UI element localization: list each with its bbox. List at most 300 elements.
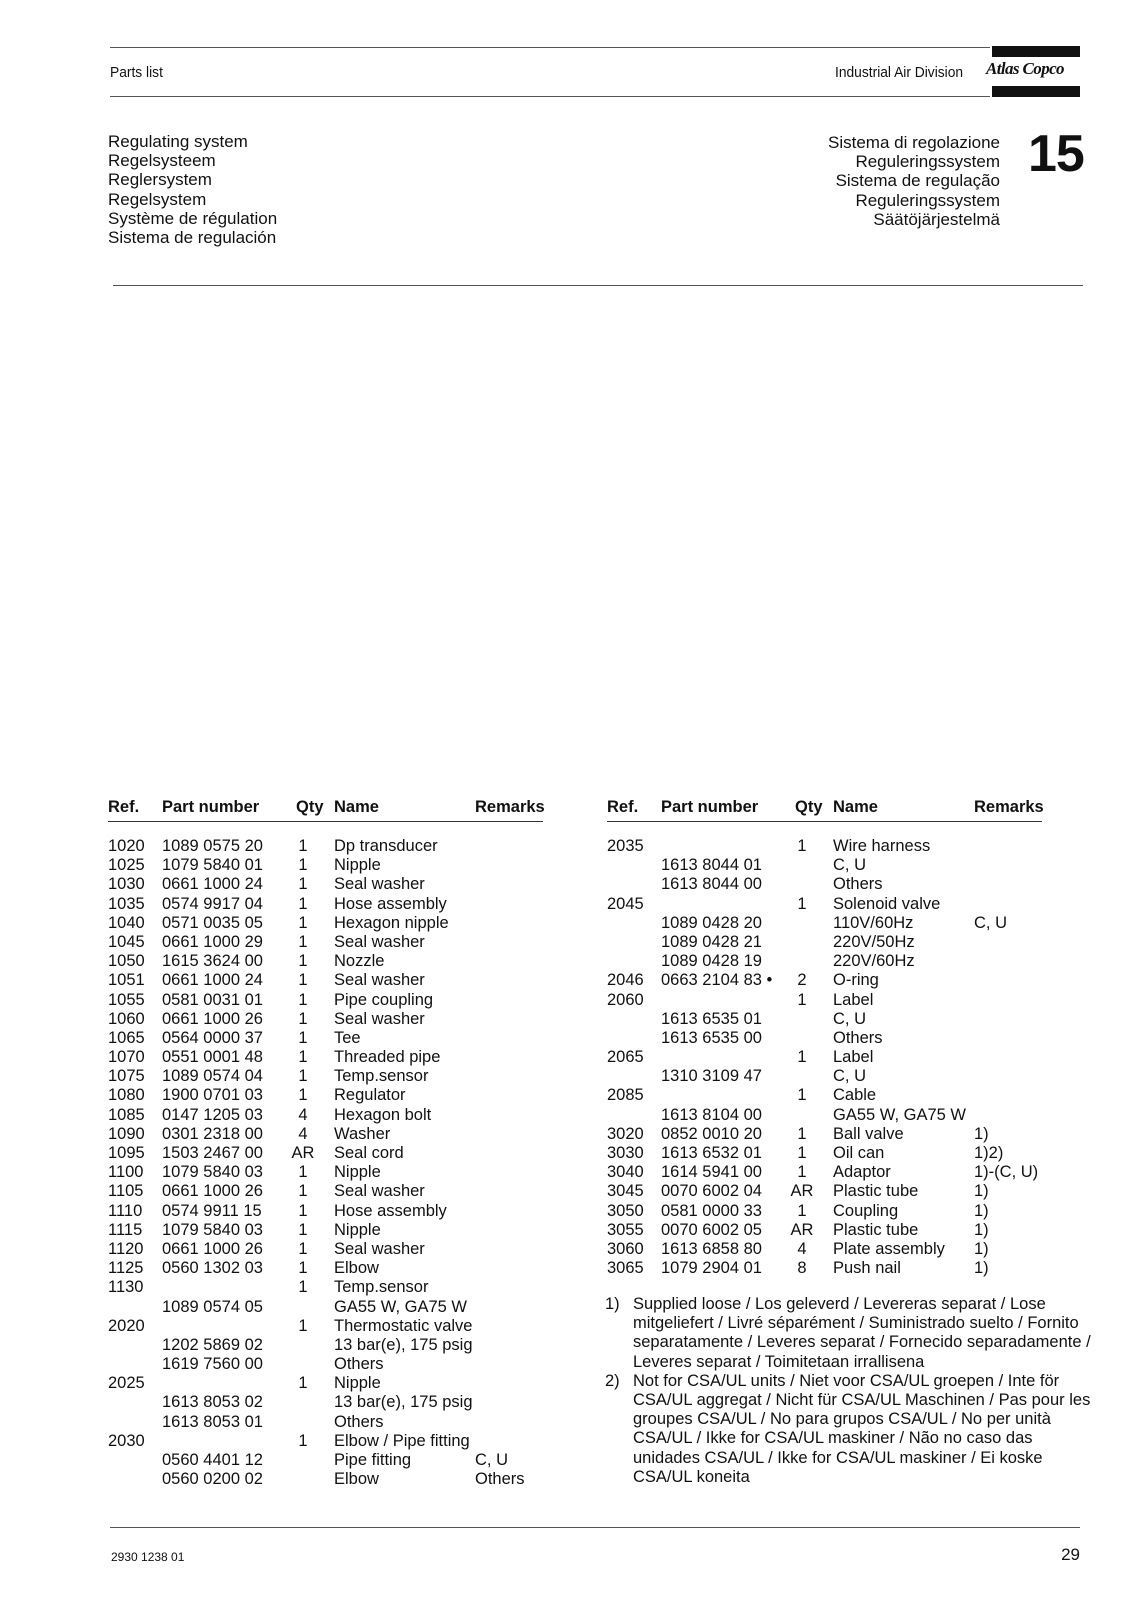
name-cell: Regulator [334, 1086, 406, 1105]
ref-cell: 1060 [108, 1009, 145, 1028]
atlas-copco-logo [986, 46, 1080, 98]
table-row [108, 837, 543, 856]
table-row [108, 875, 543, 894]
table-row [607, 1048, 1042, 1067]
ref-cell: 3065 [607, 1259, 644, 1278]
table-row [108, 952, 543, 971]
name-cell: Wire harness [833, 837, 931, 855]
table-row [108, 1298, 543, 1317]
table-row [108, 1336, 543, 1355]
name-cell: Hose assembly [334, 1201, 447, 1220]
qty-cell: 1 [298, 894, 308, 913]
name-cell: Elbow [334, 1259, 379, 1278]
part-number-cell: 0661 1000 29 [162, 932, 263, 951]
qty-cell: 4 [298, 1124, 308, 1143]
qty-cell: 1 [797, 1086, 807, 1105]
name-cell: Hexagon nipple [334, 913, 449, 932]
part-number-cell: 1089 0574 04 [162, 1067, 263, 1086]
qty-cell: 1 [298, 1086, 308, 1105]
part-number-cell: 1613 8044 01 [661, 856, 762, 875]
part-number-cell: 0560 0200 02 [162, 1470, 263, 1489]
qty-cell: 1 [298, 952, 308, 971]
qty-cell: 1 [298, 1220, 308, 1239]
table-row [607, 895, 1042, 914]
part-number-cell: 1089 0428 21 [661, 932, 762, 951]
ref-cell: 3060 [607, 1239, 644, 1258]
qty-cell: 1 [298, 1009, 308, 1028]
part-number-cell: 0560 1302 03 [162, 1259, 263, 1278]
table-row [607, 1221, 1042, 1240]
part-number-cell: 0560 4401 12 [162, 1451, 263, 1469]
table-row [108, 1048, 543, 1067]
remarks-cell: 1) [974, 1182, 989, 1201]
ref-cell: 1095 [108, 1144, 145, 1162]
part-number-cell: 0661 1000 26 [162, 1239, 263, 1258]
ref-cell: 3030 [607, 1144, 644, 1162]
ref-cell: 2020 [108, 1316, 145, 1335]
name-cell: Label [833, 990, 874, 1009]
name-cell: Hose assembly [334, 894, 447, 913]
name-cell: Seal cord [334, 1144, 404, 1162]
remarks-cell: C, U [974, 913, 1007, 932]
table-row [108, 1202, 543, 1221]
parts-table-right [607, 798, 1042, 1278]
table-row [607, 1163, 1042, 1182]
qty-cell: 1 [797, 1144, 807, 1162]
ref-cell: 1130 [108, 1278, 144, 1297]
qty-cell: 1 [298, 1067, 308, 1086]
section-title-line: Regelsystem [108, 189, 207, 209]
qty-cell: 4 [298, 1105, 308, 1124]
ref-cell: 2035 [607, 837, 644, 855]
table-header [108, 798, 543, 820]
table-row [108, 1355, 543, 1374]
ref-cell: 1110 [108, 1201, 143, 1220]
part-number-cell: 1613 8053 01 [162, 1412, 263, 1431]
table-row [607, 991, 1042, 1010]
ref-cell: 1040 [108, 913, 145, 932]
table-row [108, 856, 543, 875]
header-top-rule [110, 47, 990, 48]
qty-cell: 1 [298, 1259, 308, 1278]
part-number-cell: 1900 0701 03 [162, 1086, 263, 1105]
qty-cell: 1 [797, 894, 807, 913]
ref-cell: 1030 [108, 875, 145, 894]
name-cell: 110V/60Hz [833, 913, 914, 932]
part-number-cell: 1613 6535 00 [661, 1028, 762, 1047]
qty-cell: 1 [298, 875, 308, 894]
ref-cell: 1050 [108, 952, 145, 971]
division-label: Industrial Air Division [835, 64, 964, 81]
part-number-cell: 0661 1000 26 [162, 1009, 263, 1028]
remarks-cell: 1)-(C, U) [974, 1163, 1039, 1182]
col-remarks-header: Remarks [475, 798, 545, 816]
table-row [108, 1029, 543, 1048]
table-row [607, 914, 1042, 933]
name-cell: 13 bar(e), 175 psig [334, 1335, 473, 1354]
table-row [108, 933, 543, 952]
part-number-cell: 1089 0574 05 [162, 1297, 263, 1316]
name-cell: Nipple [334, 1220, 381, 1239]
col-name-header: Name [833, 798, 878, 816]
qty-cell: 1 [298, 1431, 308, 1450]
ref-cell: 2065 [607, 1048, 644, 1067]
name-cell: Plate assembly [833, 1239, 945, 1258]
qty-cell: 1 [298, 856, 308, 875]
remarks-cell: 1) [974, 1239, 989, 1258]
ref-cell: 1075 [108, 1067, 145, 1086]
part-number-cell: 1613 8053 02 [162, 1393, 263, 1412]
qty-cell: 1 [797, 1048, 807, 1067]
header-bottom-rule [110, 96, 990, 97]
part-number-cell: 0663 2104 83 • [661, 971, 773, 990]
qty-cell: 1 [298, 1278, 308, 1297]
table-header [607, 798, 1042, 820]
qty-cell: 1 [797, 990, 807, 1009]
part-number-cell: 1615 3624 00 [162, 952, 263, 971]
table-row [108, 1374, 543, 1393]
name-cell: Dp transducer [334, 837, 438, 855]
remarks-cell: C, U [475, 1451, 508, 1469]
section-title-line: Reguleringssystem [855, 190, 1000, 210]
name-cell: Thermostatic valve [334, 1316, 473, 1335]
name-cell: C, U [833, 1009, 866, 1028]
qty-cell: 1 [298, 913, 308, 932]
qty-cell: 4 [797, 1239, 807, 1258]
qty-cell: 1 [298, 1239, 308, 1258]
qty-cell: AR [790, 1182, 814, 1201]
part-number-cell: 1079 5840 01 [162, 856, 263, 875]
part-number-cell: 1613 6858 80 [661, 1239, 762, 1258]
section-title-line: Sistema de regulação [835, 171, 1000, 191]
ref-cell: 1051 [108, 971, 145, 990]
table-row [607, 1125, 1042, 1144]
ref-cell: 1090 [108, 1124, 145, 1143]
name-cell: 220V/50Hz [833, 932, 915, 951]
table-row [607, 1106, 1042, 1125]
part-number-cell: 0147 1205 03 [162, 1105, 263, 1124]
table-row [108, 1240, 543, 1259]
col-name-header: Name [334, 798, 379, 816]
name-cell: Washer [334, 1124, 391, 1143]
ref-cell: 1035 [108, 894, 145, 913]
table-row [607, 856, 1042, 875]
qty-cell: 8 [797, 1259, 807, 1278]
ref-cell: 1115 [108, 1220, 143, 1239]
ref-cell: 3045 [607, 1182, 644, 1201]
ref-cell: 1065 [108, 1028, 145, 1047]
part-number-cell: 0852 0010 20 [661, 1124, 762, 1143]
table-row [607, 1144, 1042, 1163]
name-cell: Seal washer [334, 1239, 425, 1258]
part-number-cell: 1079 2904 01 [661, 1259, 762, 1278]
ref-cell: 1080 [108, 1086, 145, 1105]
doc-type-label: Parts list [110, 64, 163, 81]
name-cell: Elbow / Pipe fitting [334, 1431, 470, 1450]
name-cell: Others [833, 1028, 883, 1047]
table-row [607, 875, 1042, 894]
ref-cell: 2085 [607, 1086, 644, 1105]
qty-cell: AR [291, 1144, 315, 1162]
table-row [108, 1393, 543, 1412]
table-header-rule [108, 821, 543, 822]
remarks-cell: Others [475, 1470, 525, 1489]
section-title-line: Reguleringssystem [855, 152, 1000, 172]
name-cell: GA55 W, GA75 W [833, 1105, 966, 1124]
name-cell: Plastic tube [833, 1220, 919, 1239]
remarks-cell: 1) [974, 1220, 989, 1239]
table-row [607, 933, 1042, 952]
table-row [607, 837, 1042, 856]
table-row [108, 1432, 543, 1451]
name-cell: GA55 W, GA75 W [334, 1297, 467, 1316]
name-cell: Others [833, 875, 883, 894]
name-cell: Nipple [334, 1374, 381, 1393]
ref-cell: 1070 [108, 1048, 145, 1067]
document-code: 2930 1238 01 [111, 1550, 185, 1564]
qty-cell: 1 [298, 932, 308, 951]
name-cell: Hexagon bolt [334, 1105, 432, 1124]
name-cell: Seal washer [334, 1009, 425, 1028]
footnote [605, 1295, 1095, 1372]
name-cell: Adaptor [833, 1163, 891, 1182]
ref-cell: 1105 [108, 1182, 144, 1201]
name-cell: Temp.sensor [334, 1278, 429, 1297]
part-number-cell: 0564 0000 37 [162, 1028, 263, 1047]
table-row [607, 1182, 1042, 1201]
part-number-cell: 1613 8104 00 [661, 1105, 762, 1124]
logo-text: Atlas Copco [986, 59, 1064, 78]
ref-cell: 1020 [108, 837, 145, 855]
part-number-cell: 0574 9911 15 [162, 1201, 262, 1220]
parts-table-left [108, 798, 543, 1489]
part-number-cell: 1619 7560 00 [162, 1355, 263, 1374]
remarks-cell: 1)2) [974, 1144, 1004, 1162]
name-cell: Seal washer [334, 971, 425, 990]
name-cell: Ball valve [833, 1124, 904, 1143]
part-number-cell: 1613 6532 01 [661, 1144, 762, 1162]
part-number-cell: 0571 0035 05 [162, 913, 263, 932]
ref-cell: 1120 [108, 1239, 144, 1258]
ref-cell: 1045 [108, 932, 145, 951]
col-part-header: Part number [162, 798, 260, 816]
ref-cell: 2045 [607, 894, 644, 913]
table-row [108, 1086, 543, 1105]
ref-cell: 2060 [607, 990, 644, 1009]
footnote-number: 2) [605, 1371, 620, 1390]
ref-cell: 2046 [607, 971, 644, 990]
table-row [607, 971, 1042, 990]
name-cell: Plastic tube [833, 1182, 919, 1201]
table-row [607, 1202, 1042, 1221]
section-title-line: Sistema di regolazione [828, 133, 1000, 152]
name-cell: Pipe fitting [334, 1451, 412, 1469]
table-row [108, 971, 543, 990]
name-cell: 13 bar(e), 175 psig [334, 1393, 473, 1412]
section-number: 15 [1028, 125, 1084, 183]
footnote-text: Not for CSA/UL units / Niet voor CSA/UL groepen / Inte för CSA/UL aggregat / Nicht für CSA/UL Maschinen / Pas pour les groupes CSA/UL / No para grupos CSA/UL / No per unità CSA/UL / Ikke for CSA/UL maskiner / Não no caso das unidades CSA/UL / Ikke for CSA/UL maskiner / Ei koske CSA/UL koneita [633, 1371, 1091, 1486]
name-cell: 220V/60Hz [833, 952, 915, 971]
qty-cell: 1 [797, 1124, 807, 1143]
name-cell: Coupling [833, 1201, 899, 1220]
remarks-cell: 1) [974, 1124, 989, 1143]
ref-cell: 3050 [607, 1201, 644, 1220]
qty-cell: 1 [298, 837, 308, 855]
col-remarks-header: Remarks [974, 798, 1044, 816]
qty-cell: 1 [298, 1182, 308, 1201]
footnote-text: Supplied loose / Los geleverd / Levereras separat / Lose mitgeliefert / Livré séparément / Suministrado suelto / Fornito separatamente / Leveres separat / Fornecido separadamente / Leveres separat / Toimitetaan irrallisena [633, 1295, 1091, 1371]
col-qty-header: Qty [795, 798, 823, 816]
table-row [607, 1067, 1042, 1086]
table-row [108, 1125, 543, 1144]
col-qty-header: Qty [296, 798, 324, 816]
qty-cell: 1 [298, 1163, 308, 1182]
section-title-line: Regelsysteem [108, 151, 216, 171]
col-part-header: Part number [661, 798, 759, 816]
part-number-cell: 1079 5840 03 [162, 1220, 263, 1239]
qty-cell: AR [790, 1220, 814, 1239]
col-ref-header: Ref. [108, 798, 140, 816]
table-row [108, 1413, 543, 1432]
name-cell: Pipe coupling [334, 990, 434, 1009]
name-cell: Nozzle [334, 952, 385, 971]
part-number-cell: 1079 5840 03 [162, 1163, 263, 1182]
table-row [108, 895, 543, 914]
ref-cell: 1055 [108, 990, 145, 1009]
ref-cell: 1100 [108, 1163, 144, 1182]
table-row [607, 1240, 1042, 1259]
name-cell: C, U [833, 856, 866, 875]
footnote-number: 1) [605, 1295, 620, 1313]
part-number-cell: 1310 3109 47 [661, 1067, 762, 1086]
name-cell: Seal washer [334, 1182, 425, 1201]
name-cell: Label [833, 1048, 874, 1067]
part-number-cell: 0581 0000 33 [661, 1201, 762, 1220]
qty-cell: 1 [797, 837, 807, 855]
ref-cell: 1125 [108, 1259, 144, 1278]
name-cell: Nipple [334, 1163, 381, 1182]
part-number-cell: 0581 0031 01 [162, 990, 263, 1009]
qty-cell: 1 [797, 1163, 807, 1182]
ref-cell: 2025 [108, 1374, 145, 1393]
section-title-line: Sistema de regulación [108, 228, 277, 248]
qty-cell: 1 [298, 990, 308, 1009]
part-number-cell: 0070 6002 05 [661, 1220, 762, 1239]
part-number-cell: 0661 1000 24 [162, 875, 263, 894]
table-row [108, 1221, 543, 1240]
table-row [108, 1278, 543, 1297]
ref-cell: 1025 [108, 856, 145, 875]
part-number-cell: 0301 2318 00 [162, 1124, 263, 1143]
table-row [607, 1259, 1042, 1278]
table-row [108, 1259, 543, 1278]
name-cell: Others [334, 1412, 384, 1431]
col-ref-header: Ref. [607, 798, 639, 816]
part-number-cell: 0574 9917 04 [162, 894, 263, 913]
part-number-cell: 1614 5941 00 [661, 1163, 762, 1182]
part-number-cell: 1202 5869 02 [162, 1335, 263, 1354]
table-row [607, 1086, 1042, 1105]
name-cell: Seal washer [334, 875, 425, 894]
section-titles-right [828, 133, 1000, 229]
ref-cell: 3055 [607, 1220, 644, 1239]
table-row [607, 1029, 1042, 1048]
section-title-line: Regulating system [108, 132, 248, 151]
footnotes [605, 1295, 1095, 1487]
name-cell: Solenoid valve [833, 894, 941, 913]
table-row [108, 914, 543, 933]
part-number-cell: 1089 0428 20 [661, 913, 762, 932]
part-number-cell: 1503 2467 00 [162, 1144, 263, 1162]
table-row [108, 1317, 543, 1336]
qty-cell: 1 [298, 1201, 308, 1220]
table-row [108, 991, 543, 1010]
table-row [108, 1182, 543, 1201]
qty-cell: 1 [298, 1374, 308, 1393]
name-cell: Nipple [334, 856, 381, 875]
qty-cell: 2 [797, 971, 807, 990]
name-cell: Threaded pipe [334, 1048, 441, 1067]
qty-cell: 1 [298, 1316, 308, 1335]
ref-cell: 2030 [108, 1431, 145, 1450]
qty-cell: 1 [298, 971, 308, 990]
part-number-cell: 1613 6535 01 [661, 1009, 762, 1028]
table-row [108, 1010, 543, 1029]
name-cell: Push nail [833, 1259, 901, 1278]
footnote [605, 1372, 1095, 1487]
part-number-cell: 0070 6002 04 [661, 1182, 762, 1201]
section-title-line: Reglersystem [108, 170, 212, 190]
table-header-rule [607, 821, 1042, 822]
name-cell: Oil can [833, 1144, 885, 1162]
name-cell: C, U [833, 1067, 866, 1086]
name-cell: Elbow [334, 1470, 379, 1489]
qty-cell: 1 [298, 1028, 308, 1047]
title-divider [113, 285, 1083, 286]
remarks-cell: 1) [974, 1201, 989, 1220]
ref-cell: 3040 [607, 1163, 644, 1182]
table-row [108, 1144, 543, 1163]
section-titles-left [108, 132, 277, 247]
ref-cell: 3020 [607, 1124, 644, 1143]
name-cell: Seal washer [334, 932, 425, 951]
qty-cell: 1 [797, 1201, 807, 1220]
table-row [108, 1067, 543, 1086]
table-row [108, 1451, 543, 1470]
page-number: 29 [1061, 1545, 1080, 1564]
part-number-cell: 0661 1000 26 [162, 1182, 263, 1201]
table-row [108, 1470, 543, 1489]
table-row [607, 1010, 1042, 1029]
section-title-line: Système de régulation [108, 208, 278, 228]
name-cell: Cable [833, 1086, 877, 1105]
table-row [108, 1163, 543, 1182]
part-number-cell: 0551 0001 48 [162, 1048, 263, 1067]
section-title-line: Säätöjärjestelmä [873, 209, 1000, 229]
remarks-cell: 1) [974, 1259, 989, 1278]
footer-rule [110, 1527, 1080, 1528]
table-row [607, 952, 1042, 971]
name-cell: Temp.sensor [334, 1067, 429, 1086]
name-cell: Others [334, 1355, 384, 1374]
part-number-cell: 0661 1000 24 [162, 971, 263, 990]
part-number-cell: 1089 0428 19 [661, 952, 762, 971]
part-number-cell: 1089 0575 20 [162, 837, 263, 855]
qty-cell: 1 [298, 1048, 308, 1067]
name-cell: Tee [334, 1028, 361, 1047]
name-cell: O-ring [833, 971, 879, 990]
table-row [108, 1106, 543, 1125]
